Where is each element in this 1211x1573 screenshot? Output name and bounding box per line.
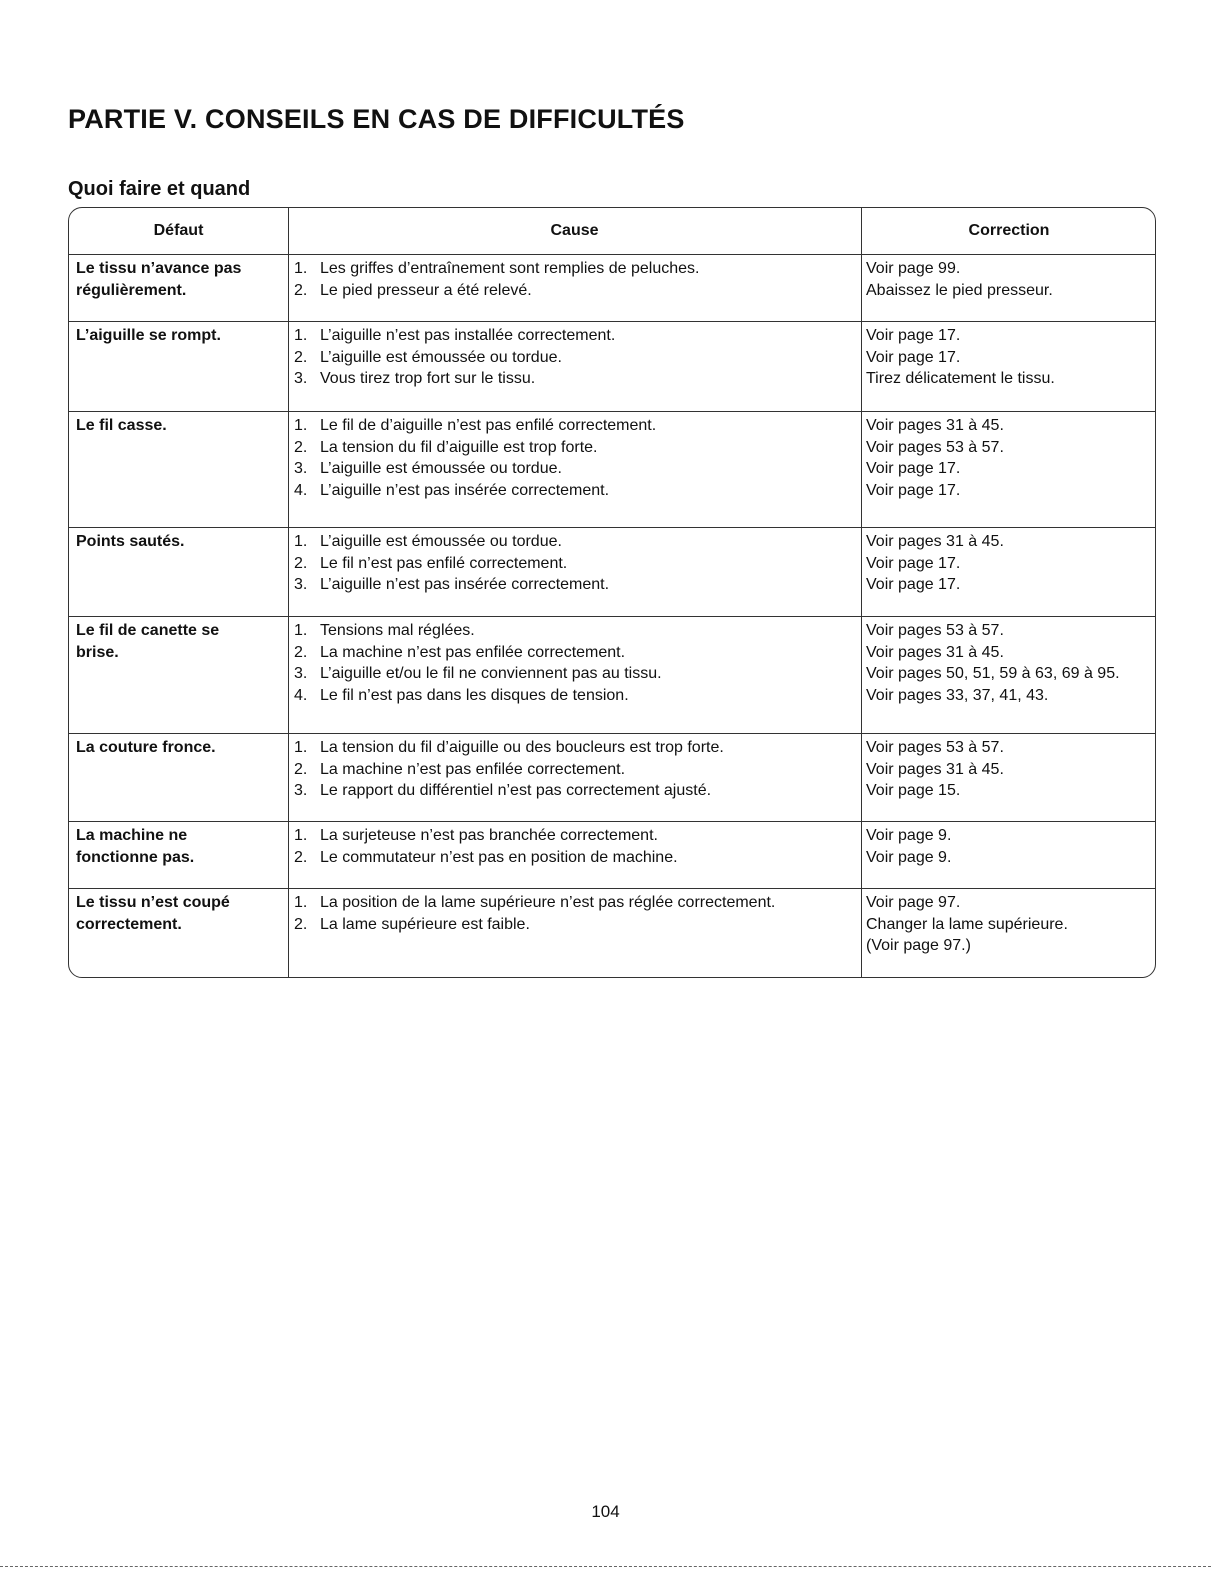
cause-text: L’aiguille est émoussée ou tordue.	[320, 533, 562, 550]
cause-number: 1.	[294, 827, 308, 844]
defaut-cell	[76, 822, 281, 868]
cause-number: 3.	[294, 576, 308, 593]
defaut-text: Points sautés.	[76, 533, 185, 550]
cause-number: 1.	[294, 739, 308, 756]
correction-text: Voir page 17.	[866, 554, 961, 572]
cause-text: L’aiguille n’est pas insérée correctement.	[320, 576, 610, 593]
cause-item	[294, 892, 864, 914]
correction-text: Voir pages 31 à 45.	[866, 533, 1004, 550]
table-row	[69, 888, 1155, 978]
correction-text: Tirez délicatement le tissu.	[866, 370, 1055, 387]
cause-text: L’aiguille et/ou le fil ne conviennent pas au tissu.	[320, 665, 662, 682]
defaut-text: brise.	[76, 643, 119, 661]
cause-item	[294, 685, 864, 707]
table-row	[69, 411, 1155, 528]
table-row	[69, 733, 1155, 822]
defaut-cell	[76, 734, 281, 759]
correction-text: Voir page 99.	[866, 260, 961, 277]
defaut-text: Le tissu n’avance pas	[76, 260, 242, 277]
defaut-text: correctement.	[76, 915, 182, 933]
correction-cell	[866, 734, 1156, 802]
defaut-cell	[76, 617, 281, 663]
cause-item	[294, 620, 864, 642]
cause-number: 2.	[294, 848, 308, 866]
cause-number: 1.	[294, 260, 308, 277]
correction-cell	[866, 889, 1156, 957]
defaut-text: La machine ne	[76, 827, 188, 844]
defaut-cell	[76, 889, 281, 935]
correction-text: Voir pages 53 à 57.	[866, 622, 1004, 639]
correction-text: Voir pages 50, 51, 59 à 63, 69 à 95.	[866, 665, 1120, 682]
cause-item	[294, 325, 864, 347]
correction-cell	[866, 255, 1156, 301]
cause-text: La tension du fil d’aiguille ou des boucleurs est trop forte.	[320, 739, 724, 756]
correction-cell	[866, 412, 1156, 501]
cause-item	[294, 737, 864, 759]
cause-number: 1.	[294, 417, 308, 434]
cause-text: La machine n’est pas enfilée correctement.	[320, 760, 626, 778]
cause-cell	[294, 412, 864, 501]
table-row	[69, 254, 1155, 322]
correction-text: Voir page 17.	[866, 460, 961, 477]
cause-number: 4.	[294, 481, 308, 499]
defaut-text: fonctionne pas.	[76, 848, 195, 866]
table-row	[69, 616, 1155, 734]
correction-cell	[866, 822, 1156, 868]
cause-item	[294, 347, 864, 369]
cause-text: Le fil n’est pas dans les disques de tension.	[320, 686, 629, 704]
troubleshooting-table	[68, 207, 1156, 978]
page-title: PARTIE V. CONSEILS EN CAS DE DIFFICULTÉS	[68, 104, 685, 134]
cause-cell	[294, 617, 864, 706]
cause-number: 2.	[294, 281, 308, 299]
cause-cell	[294, 255, 864, 301]
cause-item	[294, 574, 864, 596]
correction-text: Voir pages 31 à 45.	[866, 417, 1004, 434]
cause-number: 2.	[294, 643, 308, 661]
cause-item	[294, 368, 864, 390]
cause-text: Le commutateur n’est pas en position de machine.	[320, 848, 678, 866]
cause-cell	[294, 889, 864, 935]
correction-text: Voir page 97.	[866, 894, 961, 911]
defaut-cell	[76, 322, 281, 347]
table-row	[69, 321, 1155, 412]
cause-number: 3.	[294, 370, 308, 387]
table-row	[69, 527, 1155, 617]
cause-text: L’aiguille est émoussée ou tordue.	[320, 348, 562, 366]
cause-number: 2.	[294, 915, 308, 933]
cause-text: La tension du fil d’aiguille est trop forte.	[320, 438, 598, 456]
correction-text: Abaissez le pied presseur.	[866, 281, 1053, 299]
bottom-rule	[0, 1566, 1211, 1567]
cause-text: La surjeteuse n’est pas branchée correctement.	[320, 827, 658, 844]
correction-text: Voir page 15.	[866, 782, 961, 799]
cause-number: 3.	[294, 665, 308, 682]
cause-number: 1.	[294, 894, 308, 911]
cause-number: 3.	[294, 782, 308, 799]
table-row	[69, 821, 1155, 889]
cause-item	[294, 914, 864, 936]
cause-item	[294, 415, 864, 437]
defaut-text: Le tissu n’est coupé	[76, 894, 230, 911]
cause-text: Le fil n’est pas enfilé correctement.	[320, 554, 568, 572]
cause-item	[294, 280, 864, 302]
cause-number: 2.	[294, 438, 308, 456]
cause-number: 2.	[294, 348, 308, 366]
cause-number: 2.	[294, 760, 308, 778]
cause-text: Tensions mal réglées.	[320, 622, 475, 639]
defaut-text: Le fil de canette se	[76, 622, 220, 639]
cause-text: La machine n’est pas enfilée correctement.	[320, 643, 626, 661]
cause-text: Le pied presseur a été relevé.	[320, 281, 532, 299]
correction-text: Voir page 17.	[866, 576, 961, 593]
cause-cell	[294, 528, 864, 596]
correction-cell	[866, 617, 1156, 706]
cause-item	[294, 759, 864, 781]
correction-text: (Voir page 97.)	[866, 937, 971, 954]
cause-item	[294, 480, 864, 502]
cause-item	[294, 258, 864, 280]
correction-cell	[866, 528, 1156, 596]
cause-cell	[294, 734, 864, 802]
cause-text: Le fil de d’aiguille n’est pas enfilé correctement.	[320, 417, 657, 434]
cause-number: 1.	[294, 327, 308, 344]
defaut-cell	[76, 255, 281, 301]
defaut-text: Le fil casse.	[76, 417, 167, 434]
correction-text: Voir pages 53 à 57.	[866, 739, 1004, 756]
cause-text: L’aiguille n’est pas insérée correctement.	[320, 481, 610, 499]
cause-item	[294, 553, 864, 575]
section-title: Quoi faire et quand	[68, 178, 251, 200]
defaut-text: L’aiguille se rompt.	[76, 327, 221, 344]
cause-item	[294, 437, 864, 459]
cause-item	[294, 531, 864, 553]
correction-text: Changer la lame supérieure.	[866, 915, 1068, 933]
cause-number: 3.	[294, 460, 308, 477]
defaut-text: La couture fronce.	[76, 739, 216, 756]
header-correction: Correction	[968, 222, 1050, 239]
cause-item	[294, 847, 864, 869]
page-number: 104	[591, 1502, 620, 1521]
correction-text: Voir pages 33, 37, 41, 43.	[866, 686, 1049, 704]
cause-number: 4.	[294, 686, 308, 704]
cause-text: L’aiguille est émoussée ou tordue.	[320, 460, 562, 477]
cause-item	[294, 780, 864, 802]
correction-text: Voir page 17.	[866, 481, 961, 499]
defaut-cell	[76, 412, 281, 437]
correction-text: Voir pages 31 à 45.	[866, 760, 1004, 778]
cause-text: Le rapport du différentiel n’est pas correctement ajusté.	[320, 782, 712, 799]
correction-text: Voir page 17.	[866, 348, 961, 366]
cause-item	[294, 663, 864, 685]
cause-text: Les griffes d’entraînement sont remplies de peluches.	[320, 260, 700, 277]
cause-cell	[294, 322, 864, 390]
header-defaut: Défaut	[153, 222, 204, 239]
correction-text: Voir pages 53 à 57.	[866, 438, 1004, 456]
correction-text: Voir page 9.	[866, 848, 952, 866]
cause-text: L’aiguille n’est pas installée correctement.	[320, 327, 616, 344]
correction-text: Voir page 17.	[866, 327, 961, 344]
cause-item	[294, 458, 864, 480]
cause-text: Vous tirez trop fort sur le tissu.	[320, 370, 536, 387]
cause-cell	[294, 822, 864, 868]
defaut-text: régulièrement.	[76, 281, 187, 299]
cause-number: 1.	[294, 533, 308, 550]
cause-number: 1.	[294, 622, 308, 639]
header-cause: Cause	[550, 222, 599, 239]
correction-cell	[866, 322, 1156, 390]
cause-text: La lame supérieure est faible.	[320, 915, 530, 933]
cause-text: La position de la lame supérieure n’est pas réglée correctement.	[320, 894, 776, 911]
cause-number: 2.	[294, 554, 308, 572]
correction-text: Voir page 9.	[866, 827, 952, 844]
cause-item	[294, 642, 864, 664]
correction-text: Voir pages 31 à 45.	[866, 643, 1004, 661]
cause-item	[294, 825, 864, 847]
defaut-cell	[76, 528, 281, 553]
